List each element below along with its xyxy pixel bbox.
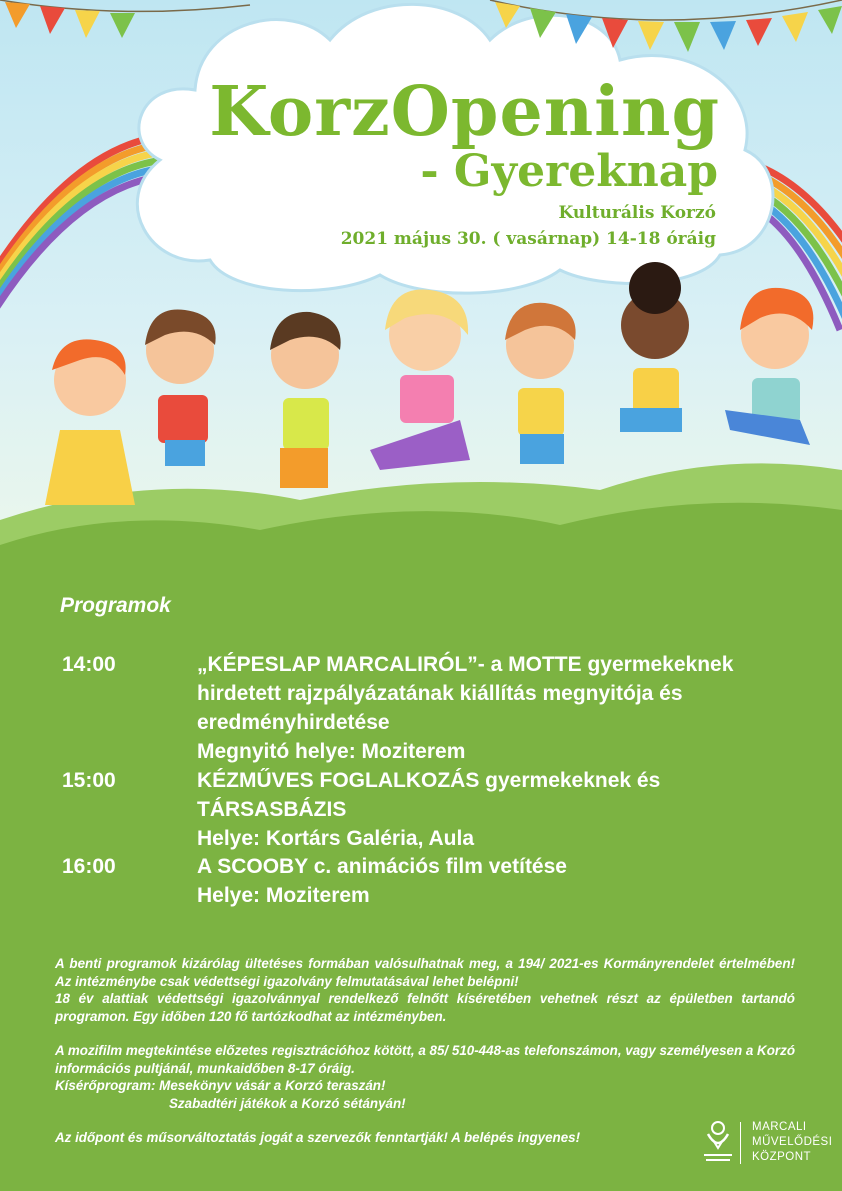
kid-5	[505, 303, 576, 464]
program-line: eredményhirdetése	[197, 711, 390, 734]
program-description	[197, 852, 797, 910]
program-line: TÁRSASBÁZIS	[197, 798, 347, 821]
program-location: Helye: Kortárs Galéria, Aula	[197, 827, 474, 850]
kid-2	[145, 309, 216, 466]
program-time: 16:00	[62, 855, 116, 878]
event-date-time: 2021 május 30. ( vasárnap) 14-18 óráig	[340, 229, 716, 249]
kid-3	[270, 312, 341, 488]
notes-side-program: Szabadtéri játékok a Korzó sétányán!	[169, 1095, 406, 1111]
logo-icon	[700, 1118, 736, 1168]
event-subtitle: - Gyereknap	[420, 146, 718, 197]
notes-section	[55, 955, 795, 1147]
event-title: KorzOpening	[209, 72, 720, 152]
organization-logo	[700, 1118, 833, 1168]
hero-illustration	[0, 0, 842, 590]
program-location: Megnyitó helye: Moziterem	[197, 740, 466, 763]
program-line: A SCOOBY c. animációs film vetítése	[197, 855, 567, 878]
program-description	[197, 766, 797, 853]
logo-line: MŰVELŐDÉSI	[752, 1136, 833, 1148]
logo-text	[752, 1120, 832, 1165]
program-time: 14:00	[62, 653, 116, 676]
program-location: Helye: Moziterem	[197, 884, 370, 907]
kid-7	[725, 288, 813, 445]
logo-divider	[740, 1122, 741, 1164]
program-time: 15:00	[62, 769, 116, 792]
program-description	[197, 650, 797, 766]
notes-paragraph: A mozifilm megtekintése előzetes regisztrációhoz kötött, a 85/ 510-448-as telefonszámon, vagy személyesen a Korzó információs pultjánál, munkaidőben 8-17 óráig.	[55, 1043, 795, 1076]
logo-line: MARCALI	[752, 1121, 807, 1133]
notes-side-program: Kísérőprogram: Mesekönyv vásár a Korzó teraszán!	[55, 1078, 386, 1093]
program-line: hirdetett rajzpályázatának kiállítás megnyitója és	[197, 682, 683, 705]
kid-4	[370, 290, 470, 471]
notes-disclaimer: Az időpont és műsorváltoztatás jogát a szervezők fenntartják! A belépés ingyenes!	[55, 1130, 581, 1145]
event-venue: Kulturális Korzó	[558, 203, 716, 223]
program-line: „KÉPESLAP MARCALIRÓL”- a MOTTE gyermekeknek	[197, 653, 734, 676]
kid-6	[620, 262, 689, 432]
logo-line: KÖZPONT	[752, 1151, 812, 1163]
kid-1	[45, 339, 135, 505]
programs-heading: Programok	[60, 594, 171, 617]
notes-paragraph: A benti programok kizárólag ültetéses formában valósulhatnak meg, a 194/ 2021-es Kormányrendelet értelmében! Az intézménybe csak védettségi igazolvány felmutatásával lehet belépni!	[55, 956, 795, 989]
program-line: KÉZMŰVES FOGLALKOZÁS gyermekeknek és	[197, 769, 661, 792]
notes-paragraph: 18 év alattiak védettségi igazolvánnyal rendelkező felnőtt kíséretében vehetnek részt az épületben tartandó programon. Egy időben 120 fő tartózkodhat az intézményben.	[55, 991, 795, 1024]
